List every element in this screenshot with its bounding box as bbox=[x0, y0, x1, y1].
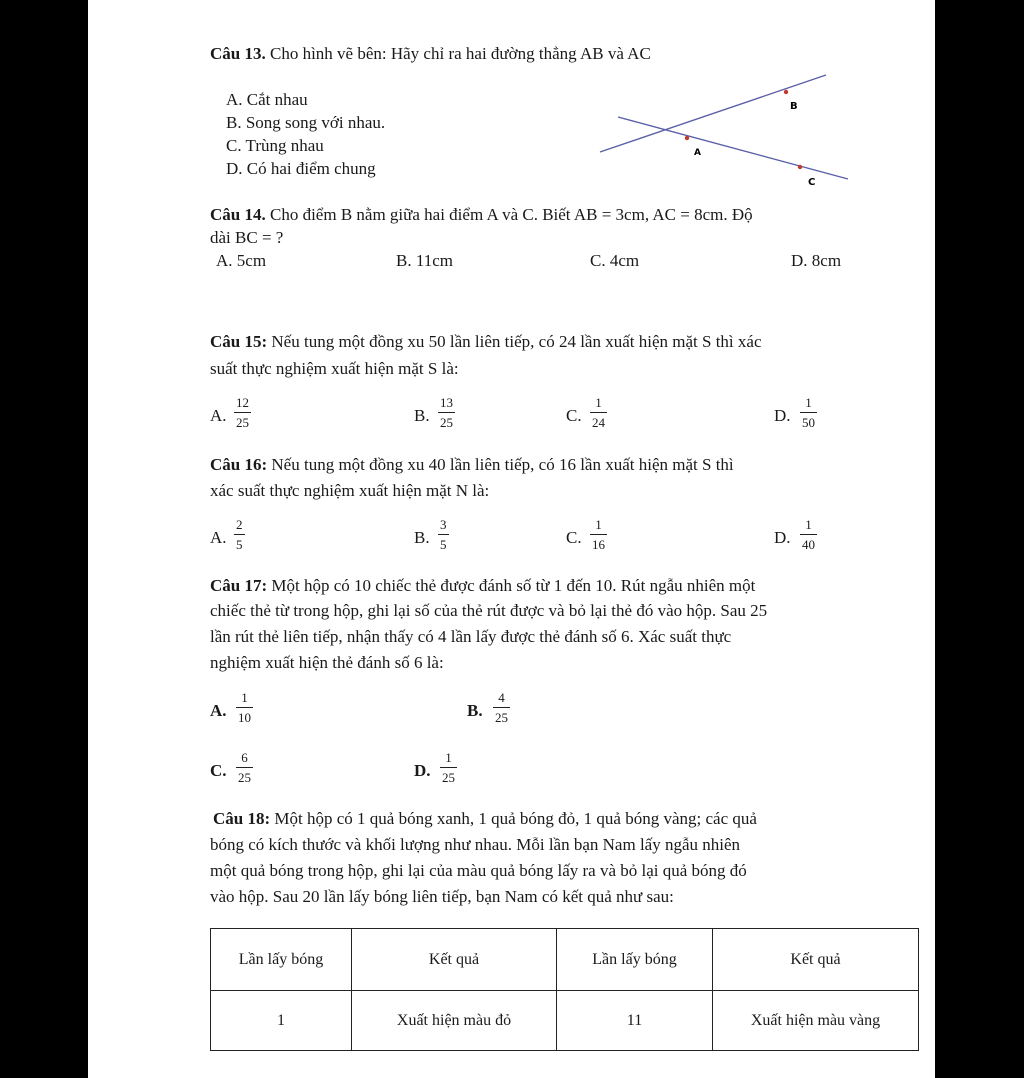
document-page: Câu 13. Cho hình vẽ bên: Hãy chỉ ra hai đường thẳng AB và AC A. Cắt nhau B. Song song với nhau. C. Trùng nhau D. Có hai điểm chung B A C Câu 14. Cho điểm B nằm giữa hai điểm A và C. Biết AB = 3cm, AC = 8cm. Độ dài BC = ? A. 5cm B. 11cm C. 4cm D. 8cm Câu 15: Nếu tung một đồng xu 50 lần liên tiếp, có 24 lần xuất hiện mặt S thì xác suất thực nghiệm xuất hiện mặt S là: A. 12 25 B. 13 25 C. 1 24 D. 1 50 Câu 16: Nếu tung một đồng xu 40 lần liên tiếp, có 16 lần xuất hiện mặt S thì xác suất thực nghiệm xuất hiện mặt N là: A. 2 5 B. 3 5 C. 1 16 D. 1 40 Câu 17: Một hộp có 10 chiếc thẻ được đánh số từ 1 đến 10. Rút ngẫu nhiên một chiếc thẻ từ trong hộp, ghi lại số của thẻ rút được và bỏ lại thẻ đó vào hộp. Sau 25 lần rút thẻ liên tiếp, nhận thấy có 4 lần lấy được thẻ đánh số 6. Xác suất thực nghiệm xuất hiện thẻ đánh số 6 là: A. 1 10 B. 4 25 C. 6 25 D. 1 25 Câu 18: Một hộp có 1 quả bóng xanh, 1 quả bóng đỏ, 1 quả bóng vàng; các quả bóng có kích thước và khối lượng như nhau. Mỗi lần bạn Nam lấy ngẫu nhiên một quả bóng trong hộp, ghi lại của màu quả bóng lấy ra và bỏ lại quả bóng đó vào hộp. Sau 20 lần lấy bóng liên tiếp, bạn Nam có kết quả như sau: Lần lấy bóng Kết quả Lần lấy bóng Kết quả 1 Xuất hiện màu đỏ 11 Xuất hiện màu vàng bbox=[88, 0, 935, 1078]
label-c: C bbox=[808, 177, 816, 188]
q18-stem-line4: vào hộp. Sau 20 lần lấy bóng liên tiếp, bạn Nam có kết quả như sau: bbox=[210, 887, 674, 906]
q14-option-d[interactable]: D. 8cm bbox=[791, 251, 842, 270]
q14-stem: Câu 14. Cho điểm B nằm giữa hai điểm A và C. Biết AB = 3cm, AC = 8cm. Độ bbox=[210, 205, 753, 224]
point-c bbox=[798, 165, 802, 169]
q13-option-c[interactable]: C. Trùng nhau bbox=[226, 136, 324, 155]
q16-stem: Câu 16: Nếu tung một đồng xu 40 lần liên tiếp, có 16 lần xuất hiện mặt S thì bbox=[210, 455, 734, 474]
table-header-row bbox=[211, 929, 919, 991]
q13-option-d[interactable]: D. Có hai điểm chung bbox=[226, 159, 376, 178]
label-a: A bbox=[694, 148, 701, 158]
table-cell: Xuất hiện màu đỏ bbox=[352, 991, 557, 1051]
label-b: B bbox=[790, 101, 798, 112]
table-header-cell: Lần lấy bóng bbox=[557, 929, 713, 991]
q14-option-b[interactable]: B. 11cm bbox=[396, 251, 453, 270]
q17-stem-line2: chiếc thẻ từ trong hộp, ghi lại số của thẻ rút được và bỏ lại thẻ đó vào hộp. Sau 25 bbox=[210, 601, 768, 620]
table-cell: Xuất hiện màu vàng bbox=[713, 991, 919, 1051]
line-ac bbox=[618, 117, 848, 179]
q18-stem-line2: bóng có kích thước và khối lượng như nhau. Mỗi lần bạn Nam lấy ngẫu nhiên bbox=[210, 835, 741, 854]
q13-stem: Câu 13. Cho hình vẽ bên: Hãy chỉ ra hai đường thẳng AB và AC bbox=[210, 44, 651, 63]
table-cell: 1 bbox=[211, 991, 352, 1051]
q16-stem-line2: xác suất thực nghiệm xuất hiện mặt N là: bbox=[210, 481, 490, 500]
q13-option-b[interactable]: B. Song song với nhau. bbox=[226, 113, 386, 132]
q17-stem-line4: nghiệm xuất hiện thẻ đánh số 6 là: bbox=[210, 653, 444, 672]
table-header-cell: Kết quả bbox=[713, 929, 919, 991]
q14-option-a[interactable]: A. 5cm bbox=[216, 251, 267, 270]
q13-option-a[interactable]: A. Cắt nhau bbox=[226, 90, 308, 109]
point-a bbox=[685, 136, 689, 140]
table-header-cell: Lần lấy bóng bbox=[211, 929, 352, 991]
q18-stem: Câu 18: Một hộp có 1 quả bóng xanh, 1 quả bóng đỏ, 1 quả bóng vàng; các quả bbox=[213, 809, 757, 828]
q18-stem-line3: một quả bóng trong hộp, ghi lại của màu quả bóng lấy ra và bỏ lại quả bóng đó bbox=[210, 861, 747, 880]
q17-stem: Câu 17: Một hộp có 10 chiếc thẻ được đánh số từ 1 đến 10. Rút ngẫu nhiên một bbox=[210, 576, 756, 595]
q13-figure bbox=[88, 0, 935, 200]
q15-stem: Câu 15: Nếu tung một đồng xu 50 lần liên tiếp, có 24 lần xuất hiện mặt S thì xác bbox=[210, 332, 762, 351]
table-cell: 11 bbox=[557, 991, 713, 1051]
q18-results-table bbox=[210, 928, 919, 1051]
table-header-cell: Kết quả bbox=[352, 929, 557, 991]
point-b bbox=[784, 90, 788, 94]
line-ab bbox=[600, 75, 826, 152]
q14-stem-line2: dài BC = ? bbox=[210, 228, 284, 247]
q17-stem-line3: lần rút thẻ liên tiếp, nhận thấy có 4 lần lấy được thẻ đánh số 6. Xác suất thực bbox=[210, 627, 732, 646]
table-row bbox=[211, 991, 919, 1051]
q14-option-c[interactable]: C. 4cm bbox=[590, 251, 640, 270]
q15-stem-line2: suất thực nghiệm xuất hiện mặt S là: bbox=[210, 359, 459, 378]
